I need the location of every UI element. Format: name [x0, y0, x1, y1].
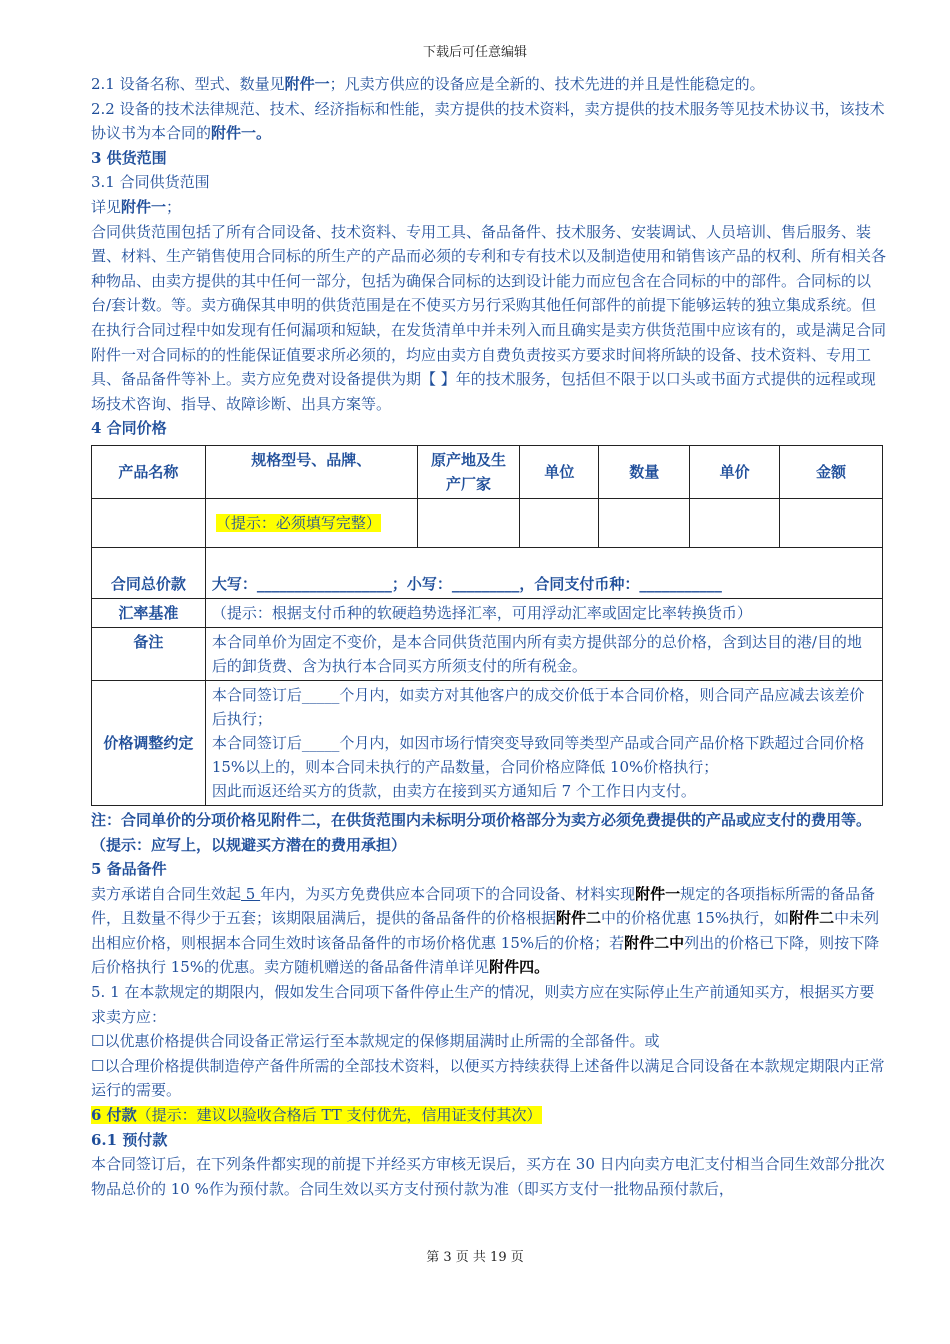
attachment-ref: 附件二: [556, 909, 602, 928]
document-body: [91, 72, 886, 1201]
col-amount: 金额: [780, 445, 883, 498]
section-4-title: 4 合同价格: [91, 419, 167, 438]
page-header: 下载后可任意编辑: [422, 45, 527, 60]
clause-text: 2.1 设备名称、型式、数量见: [91, 75, 285, 93]
clause-2-1: [91, 72, 886, 97]
attachment-ref: 附件四。: [489, 958, 550, 977]
price-note: 注：合同单价的分项价格见附件二，在供货范围内未标明分项价格部分为卖方必须免费提供的产品或应支付的费用等。（提示：应写上，以规避买方潜在的费用承担）: [91, 810, 872, 854]
attachment-ref: 附件一: [284, 75, 330, 93]
cell-empty[interactable]: [92, 498, 206, 547]
clause-text: 2.2 设备的技术法律规范、技术、经济指标和性能，卖方提供的技术资料，卖方提供的技术服务等见技术协议书，该技术协议书为本合同的: [91, 99, 885, 143]
section-5-title: 5 备品备件: [91, 860, 167, 879]
clause-text: 年内，为买方免费供应本合同项下的合同设备、材料实现: [260, 884, 636, 903]
attachment-ref: 附件一: [121, 197, 167, 216]
exchange-rate-row: [92, 598, 883, 627]
attachment-ref: 附件二: [789, 909, 835, 928]
cell-empty[interactable]: [690, 498, 780, 547]
clause-text: ；凡卖方供应的设备应是全新的、技术先进的并且是性能稳定的。: [329, 75, 765, 93]
col-spec-model: 规格型号、品牌、: [205, 445, 417, 498]
remarks-label: 备注: [92, 627, 206, 680]
advance-payment-paragraph: 本合同签订后，在下列条件都实现的前提下并经买方审核无误后，买方在 30 日内向卖方电汇支付相当合同生效部分批次物品总价的 10 %作为预付款。合同生效以买方支付预付款为准（即买方支付一批物品预付款后，: [91, 1155, 885, 1198]
price-adjustment-row: [92, 680, 883, 805]
fill-hint: （提示：必须填写完整）: [215, 513, 381, 532]
exchange-rate-label: 汇率基准: [92, 598, 206, 627]
clause-text: ；: [166, 197, 182, 216]
option-2[interactable]: ☐以合理价格提供制造停产备件所需的全部技术资料，以便买方持续获得上述备件以满足合同设备在本款规定期限内正常运行的需要。: [91, 1056, 885, 1100]
adjustment-line: 因此而返还给买方的货款，由卖方在接到买方通知后 7 个工作日内支付。: [211, 781, 696, 800]
clause-5-1: 5. 1 在本款规定的期限内，假如发生合同项下备件停止生产的情况，则卖方应在实际停止生产前通知买方，根据买方要求卖方应：: [91, 983, 875, 1026]
clause-text: 卖方承诺自合同生效起: [91, 884, 242, 903]
clause-see-attachment: [91, 195, 886, 220]
section-title-text: 6 付款: [91, 1106, 137, 1125]
col-unit: 单位: [520, 445, 599, 498]
payment-hint: （提示：建议以验收合格后 TT 支付优先，信用证支付其次）: [136, 1106, 542, 1125]
clause-3-1: 3.1 合同供货范围: [91, 173, 210, 192]
clause-text: 详见: [91, 197, 122, 216]
table-header-row: [92, 445, 883, 498]
attachment-ref: 附件一。: [211, 124, 272, 143]
col-unit-price: 单价: [690, 445, 780, 498]
remarks-row: [92, 627, 883, 680]
section-6-title: [91, 1103, 886, 1128]
spare-parts-paragraph: [91, 882, 886, 980]
price-adjustment-label: 价格调整约定: [92, 680, 206, 805]
exchange-rate-value: （提示：根据支付币种的软硬趋势选择汇率，可用浮动汇率或固定比率转换货币）: [205, 598, 882, 627]
clause-text: 中未列出相应价格，则根据本合同生效时该备品备件的市场价格优惠 15%后的价格；若: [91, 909, 880, 952]
cell-empty[interactable]: [599, 498, 690, 547]
total-price-label: 合同总价款: [92, 547, 206, 598]
col-origin-maker: 原产地及生产厂家: [417, 445, 520, 498]
col-product-name: 产品名称: [92, 445, 206, 498]
attachment-ref: 附件一: [635, 884, 681, 903]
page-footer: 第 3 页 共 19 页: [426, 1250, 524, 1265]
clause-text: 中的价格优惠 15%执行，如: [601, 909, 790, 928]
years-value: 5: [241, 884, 261, 903]
supply-scope-paragraph: 合同供货范围包括了所有合同设备、技术资料、专用工具、备品备件、技术服务、安装调试、人员培训、售后服务、装置、材料、生产销售使用合同标的所生产的产品而必须的专利和专有技术以及制造使用和销售该产品的权利、所有相关各种物品、由卖方提供的其中任何一部分，包括为确保合同标的达到设计能力而应包含在合同标的中的部件。合同标的以台/套计数。等。卖方确保其申明的供货范围是在不使买方另行采购其他任何部件的前提下能够运转的独立集成系统。但在执行合同过程中如发现有任何漏项和短缺，在发货清单中并未列入而且确实是卖方供货范围中应该有的，或是满足合同附件一对合同标的的性能保证值要求所必须的，均应由卖方自费负责按买方要求时间将所缺的设备、技术资料、专用工具、备品备件等补上。卖方应免费对设备提供为期【 】年的技术服务，包括但不限于以口头或书面方式提供的远程或现场技术咨询、指导、故障诊断、出具方案等。: [91, 222, 887, 413]
cell-hint[interactable]: [205, 498, 417, 547]
price-table: [91, 445, 883, 806]
clause-text: 规定的各项指标所需的备品备件，且数量不得少于五套；该期限届满后，提供的备品备件的价格根据: [91, 884, 876, 928]
cell-empty[interactable]: [417, 498, 520, 547]
clause-6-1-title: 6.1 预付款: [91, 1130, 168, 1149]
total-price-row: [92, 547, 883, 598]
cell-empty[interactable]: [780, 498, 883, 547]
col-quantity: 数量: [599, 445, 690, 498]
price-adjustment-value: [205, 680, 882, 805]
section-3-title: 3 供货范围: [91, 148, 167, 167]
cell-empty[interactable]: [520, 498, 599, 547]
option-1[interactable]: ☐以优惠价格提供合同设备正常运行至本款规定的保修期届满时止所需的全部备件。或: [91, 1032, 660, 1051]
clause-2-2: [91, 97, 886, 146]
adjustment-line: 本合同签订后_____个月内，如卖方对其他客户的成交价低于本合同价格，则合同产品应减去该差价后执行；: [211, 685, 865, 728]
remarks-value: 本合同单价为固定不变价，是本合同供货范围内所有卖方提供部分的总价格，含到达目的港/目的地后的卸货费、含为执行本合同买方所须支付的所有税金。: [205, 627, 882, 680]
attachment-ref: 附件二中: [624, 933, 685, 952]
adjustment-line: 本合同签订后_____个月内，如因市场行情突变导致同等类型产品或合同产品价格下跌超过合同价格 15%以上的，则本合同未执行的产品数量，合同价格应降低 10%价格执行；: [211, 733, 865, 776]
table-row: [92, 498, 883, 547]
total-price-value[interactable]: 大写：__________________；小写：_________，合同支付币种：___________: [205, 547, 882, 598]
clause-text: 列出的价格已下降，则按下降后价格执行 15%的优惠。卖方随机赠送的备品备件清单详见: [91, 933, 880, 977]
